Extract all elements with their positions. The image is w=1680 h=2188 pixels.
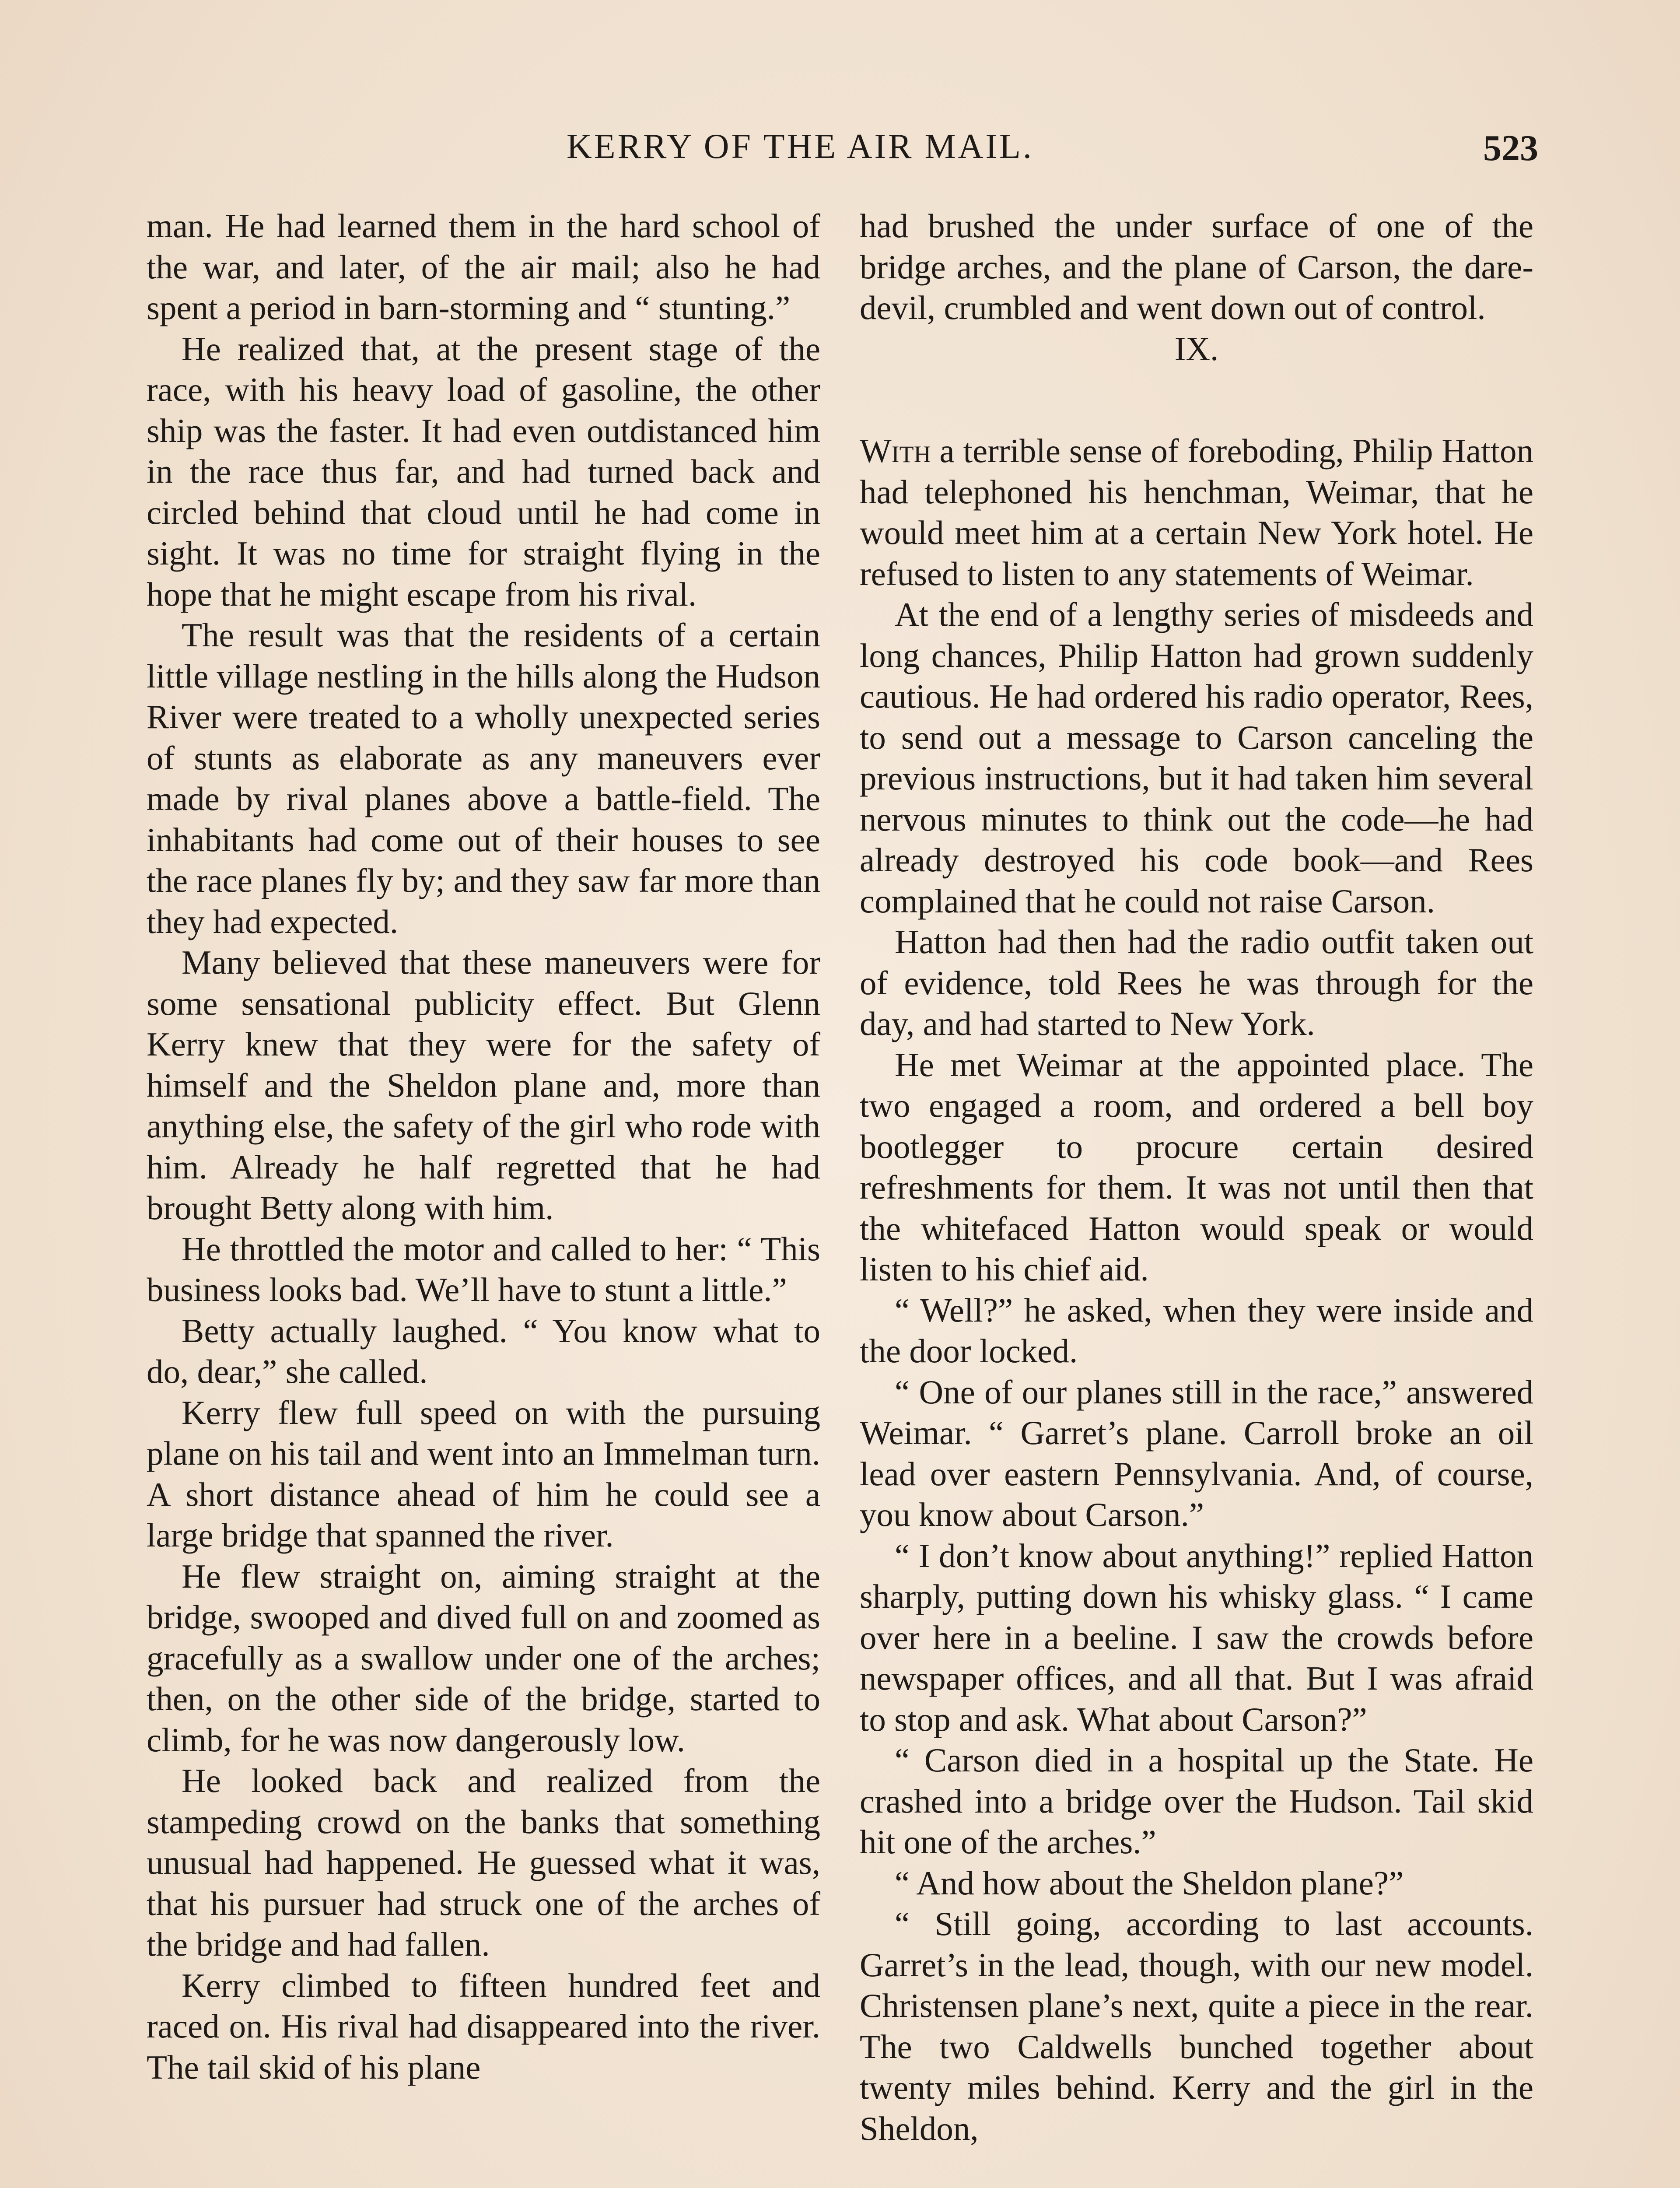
page-number: 523 [1483,128,1538,168]
paragraph: “ Still going, according to last accounts. Garret’s in the lead, though, with our new model. Christensen plane’s next, quite a piece in the rear. The two Caldwells bunched together about twenty miles behind. Kerry and the girl in the Sheldon, [860,1905,1533,2147]
paragraph: had brushed the under surface of one of the bridge arches, and the plane of Carson, the dare-devil, crumbled and went down out of control. [860,207,1533,326]
paragraph: He realized that, at the present stage of the race, with his heavy load of gasoline, the other ship was the faster. It had even outdistanced him in the race thus far, and had turned back and circled behind that cloud until he had come in sight. It was no time for straight flying in the hope that he might escape from his rival. [147,330,820,613]
paragraph: “ I don’t know about anything!” replied Hatton sharply, putting down his whisky glass. “ I came over here in a beeline. I saw the crowds before newspaper offices, and all that. But I was afraid to stop and ask. What about Carson?” [860,1536,1533,1738]
paragraph: Kerry flew full speed on with the pursuing plane on his tail and went into an Immelman turn. A short distance ahead of him he could see a large bridge that spanned the river. [147,1393,820,1554]
left-column [147,206,820,2088]
paragraph: Betty actually laughed. “ You know what to do, dear,” she called. [147,1311,820,1390]
paragraph: He looked back and realized from the stampeding crowd on the banks that something unusual had happened. He guessed what it was, that his pursuer had struck one of the arches of the bridge and had fallen. [147,1762,820,1963]
section-number: IX. [1174,330,1219,368]
paragraph: He throttled the motor and called to her: “ This business looks bad. We’ll have to stunt a little.” [147,1230,820,1308]
right-column [860,206,1533,2149]
paragraph: “ One of our planes still in the race,” answered Weimar. “ Garret’s plane. Carroll broke an oil lead over eastern Pennsylvania. And, of course, you know about Carson.” [860,1373,1533,1533]
paragraph: The result was that the residents of a certain little village nestling in the hills along the Hudson River were treated to a wholly unexpected series of stunts as elaborate as any maneuvers ever made by rival planes above a battle-field. The inhabitants had come out of their houses to see the race planes fly by; and they saw far more than they had expected. [147,616,820,940]
paragraph: At the end of a lengthy series of misdeeds and long chances, Philip Hatton had grown suddenly cautious. He had ordered his radio operator, Rees, to send out a message to Carson canceling the previous instructions, but it had taken him several nervous minutes to think out the code—he had already destroyed his code book—and Rees complained that he could not raise Carson. [860,596,1533,920]
running-title: KERRY OF THE AIR MAIL. [567,127,1034,166]
paragraph: man. He had learned them in the hard school of the war, and later, of the air mail; also he had spent a period in barn-storming and “ stunting.” [147,207,820,326]
paragraph: “ Carson died in a hospital up the State. He crashed into a bridge over the Hudson. Tail skid hit one of the arches.” [860,1741,1533,1861]
paragraph: He flew straight on, aiming straight at the bridge, swooped and dived full on and zoomed as gracefully as a swallow under one of the arches; then, on the other side of the bridge, started to climb, for he was now dangerously low. [147,1557,820,1759]
paragraph: Kerry climbed to fifteen hundred feet and raced on. His rival had disappeared into the river. The tail skid of his plane [147,1966,820,2086]
paragraph: Many believed that these maneuvers were for some sensational publicity effect. But Glenn Kerry knew that they were for the safety of himself and the Sheldon plane and, more than anything else, the safety of the girl who rode with him. Already he half regretted that he had brought Betty along with him. [147,943,820,1227]
paragraph: Hatton had then had the radio outfit taken out of evidence, told Rees he was through for the day, and had started to New York. [860,923,1533,1042]
paragraph-text: a terrible sense of foreboding, Philip Hatton had telephoned his henchman, Weimar, that he would meet him at a certain New York hotel. He refused to listen to any statements of Weimar. [860,432,1533,593]
small-caps-lead: With [860,432,931,470]
paragraph: “ And how about the Sheldon plane?” [895,1864,1404,1902]
paragraph: “ Well?” he asked, when they were inside and the door locked. [860,1291,1533,1370]
paragraph: He met Weimar at the appointed place. The two engaged a room, and ordered a bell boy bootlegger to procure certain desired refreshments for them. It was not until then that the whitefaced Hatton would speak or would listen to his chief aid. [860,1045,1533,1288]
section-opening-paragraph [860,431,1533,594]
